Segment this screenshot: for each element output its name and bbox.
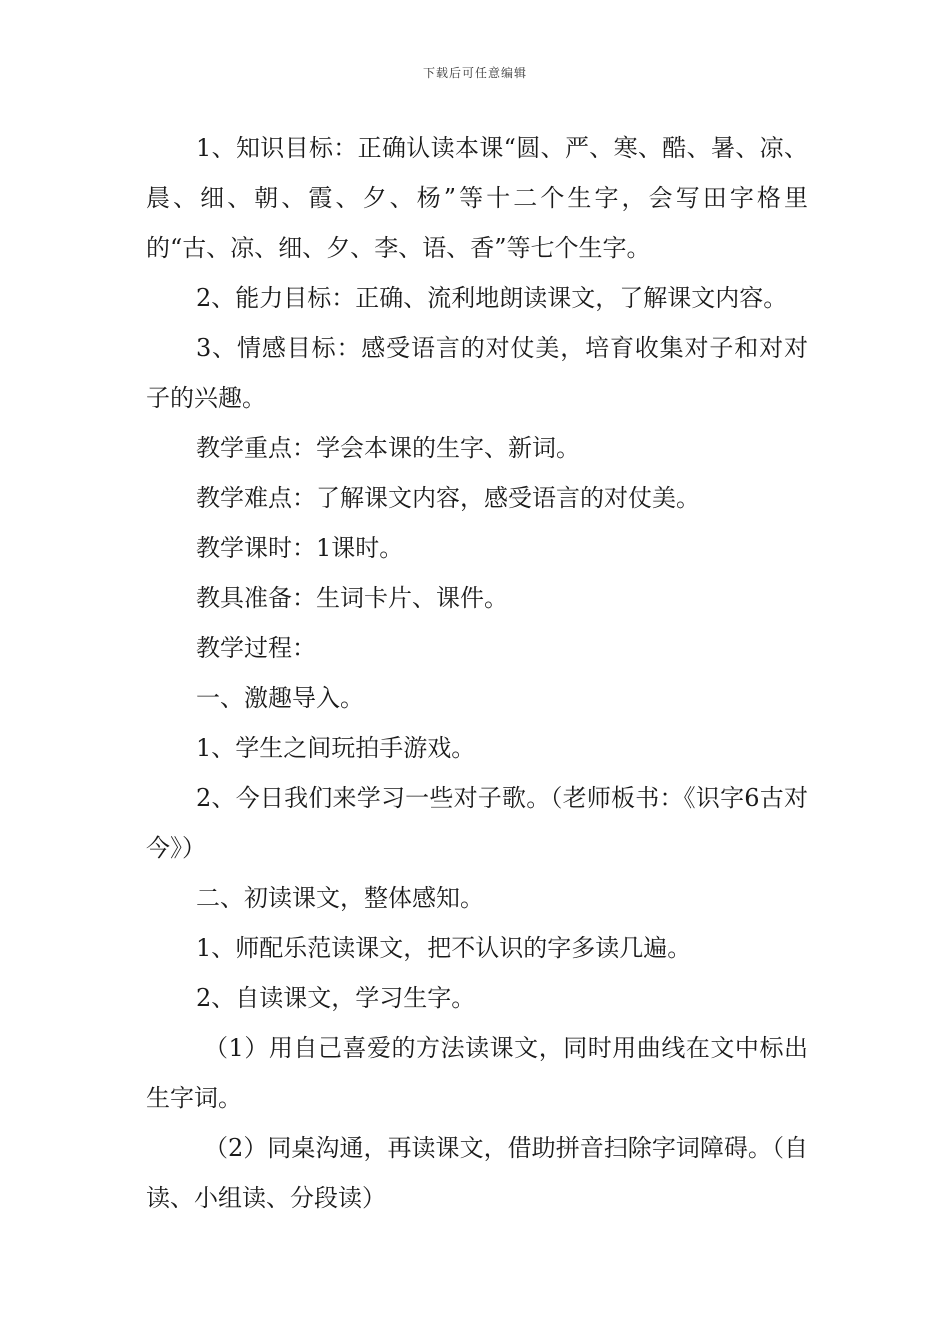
paragraph-step-clapping: 1、学生之间玩拍手游戏。 — [196, 734, 476, 762]
paragraph-step-self-reading: 2、自读课文，学习生字。 — [196, 984, 476, 1012]
paragraph-teaching-aids: 教具准备：生词卡片、课件。 — [196, 584, 508, 612]
paragraph-section-one: 一、激趣导入。 — [196, 684, 364, 712]
paragraph-emotion-goal: 3、情感目标：感受语言的对仗美，培育收集对子和对对子的兴趣。 — [146, 334, 808, 412]
paragraph-teaching-difficulty: 教学难点：了解课文内容，感受语言的对仗美。 — [196, 484, 700, 512]
paragraph-class-hours: 教学课时：1课时。 — [196, 534, 404, 562]
paragraph-step-couplet: 2、今日我们来学习一些对子歌。（老师板书：《识字6古对今》） — [146, 784, 808, 862]
paragraph-substep-one: （1）用自己喜爱的方法读课文，同时用曲线在文中标出生字词。 — [146, 1034, 808, 1112]
document-body — [146, 123, 808, 1223]
paragraph-section-two: 二、初读课文，整体感知。 — [196, 884, 484, 912]
paragraph-step-model-reading: 1、师配乐范读课文，把不认识的字多读几遍。 — [196, 934, 692, 962]
paragraph-knowledge-goal: 1、知识目标：正确认读本课“圆、严、寒、酷、暑、凉、晨、细、朝、霞、夕、杨”等十二个生字，会写田字格里的“古、凉、细、夕、李、语、香”等七个生字。 — [146, 134, 808, 262]
paragraph-process-heading: 教学过程： — [196, 634, 316, 662]
paragraph-teaching-focus: 教学重点：学会本课的生字、新词。 — [196, 434, 580, 462]
page-header-note: 下载后可任意编辑 — [422, 66, 527, 80]
paragraph-ability-goal: 2、能力目标：正确、流利地朗读课文，了解课文内容。 — [196, 284, 788, 312]
paragraph-substep-two: （2）同桌沟通，再读课文，借助拼音扫除字词障碍。（自读、小组读、分段读） — [146, 1134, 808, 1212]
